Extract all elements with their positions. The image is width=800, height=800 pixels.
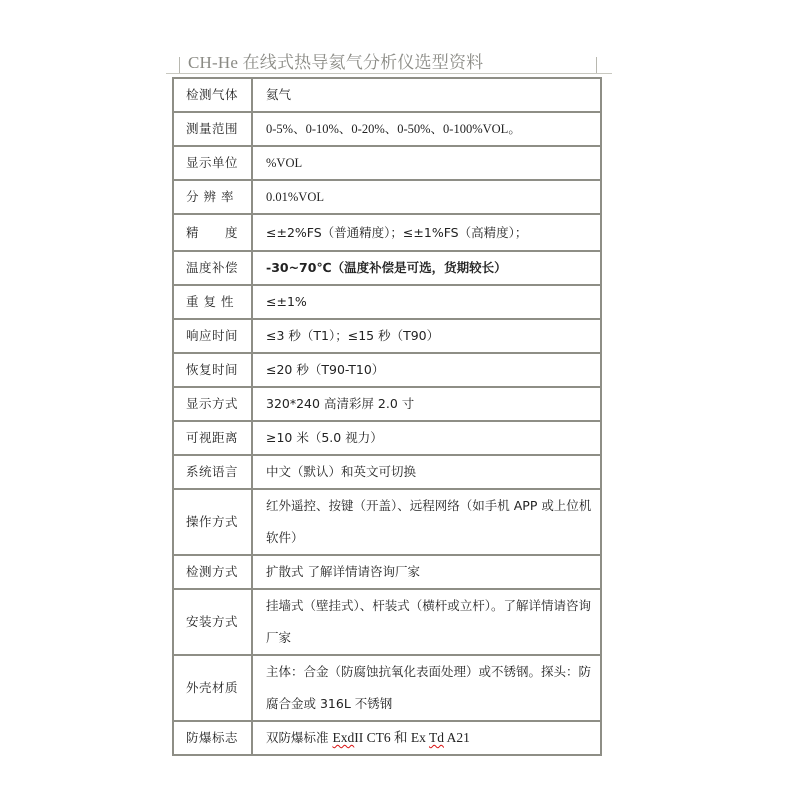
table-row (173, 319, 601, 353)
table-row (173, 146, 601, 180)
table-row (173, 180, 601, 214)
row-value: 红外遥控、按键（开盖）、远程网络（如手机 APP 或上位机软件） (252, 489, 601, 555)
table-row (173, 555, 601, 589)
row-value: ≥10 米（5.0 视力） (252, 421, 601, 455)
row-value: ≤20 秒（T90-T10） (252, 353, 601, 387)
row-label: 防爆标志 (173, 721, 252, 755)
spellcheck-word: Td (428, 730, 444, 745)
row-value: ≤±1% (252, 285, 601, 319)
row-label: 检测气体 (173, 78, 252, 112)
row-value-highlight: -30~70℃（温度补偿是可选，货期较长） (252, 251, 601, 285)
row-value: 主体：合金（防腐蚀抗氧化表面处理）或不锈钢。探头：防腐合金或 316L 不锈钢 (252, 655, 601, 721)
row-value: 中文（默认）和英文可切换 (252, 455, 601, 489)
row-value: %VOL (252, 146, 601, 180)
table-row (173, 251, 601, 285)
row-value: 挂墙式（壁挂式）、杆装式（横杆或立杆）。了解详情请咨询厂家 (252, 589, 601, 655)
table-row (173, 285, 601, 319)
row-label: 分 辨 率 (173, 180, 252, 214)
row-label: 显示单位 (173, 146, 252, 180)
table-row (173, 455, 601, 489)
row-value: 0-5%、0-10%、0-20%、0-50%、0-100%VOL。 (252, 112, 601, 146)
row-label: 显示方式 (173, 387, 252, 421)
table-row (173, 387, 601, 421)
table-row (173, 721, 601, 755)
table-row (173, 353, 601, 387)
row-label: 系统语言 (173, 455, 252, 489)
row-value (252, 721, 601, 755)
row-label: 检测方式 (173, 555, 252, 589)
table-row (173, 421, 601, 455)
spellcheck-word: Exd (332, 730, 355, 745)
row-label: 可视距离 (173, 421, 252, 455)
table-row (173, 78, 601, 112)
spec-table (172, 77, 602, 756)
table-row (173, 589, 601, 655)
value-text: A21 (443, 730, 470, 745)
table-row (173, 489, 601, 555)
row-label: 操作方式 (173, 489, 252, 555)
document-title: CH-He 在线式热导氦气分析仪选型资料 (188, 53, 484, 72)
row-value: 0.01%VOL (252, 180, 601, 214)
row-value: ≤3 秒（T1）；≤15 秒（T90） (252, 319, 601, 353)
row-label: 精 度 (173, 214, 252, 251)
table-row (173, 112, 601, 146)
row-label: 温度补偿 (173, 251, 252, 285)
row-label: 测量范围 (173, 112, 252, 146)
row-value: 320*240 高清彩屏 2.0 寸 (252, 387, 601, 421)
row-label: 重 复 性 (173, 285, 252, 319)
row-label: 外壳材质 (173, 655, 252, 721)
row-value: 氦气 (252, 78, 601, 112)
value-text: 双防爆标准 (266, 730, 333, 745)
table-row (173, 655, 601, 721)
row-value: ≤±2%FS（普通精度）；≤±1%FS（高精度）； (252, 214, 601, 251)
value-text: II CT6 和 Ex (354, 730, 429, 745)
row-label: 响应时间 (173, 319, 252, 353)
table-row (173, 214, 601, 251)
row-value: 扩散式 了解详情请咨询厂家 (252, 555, 601, 589)
row-label: 恢复时间 (173, 353, 252, 387)
row-label: 安装方式 (173, 589, 252, 655)
